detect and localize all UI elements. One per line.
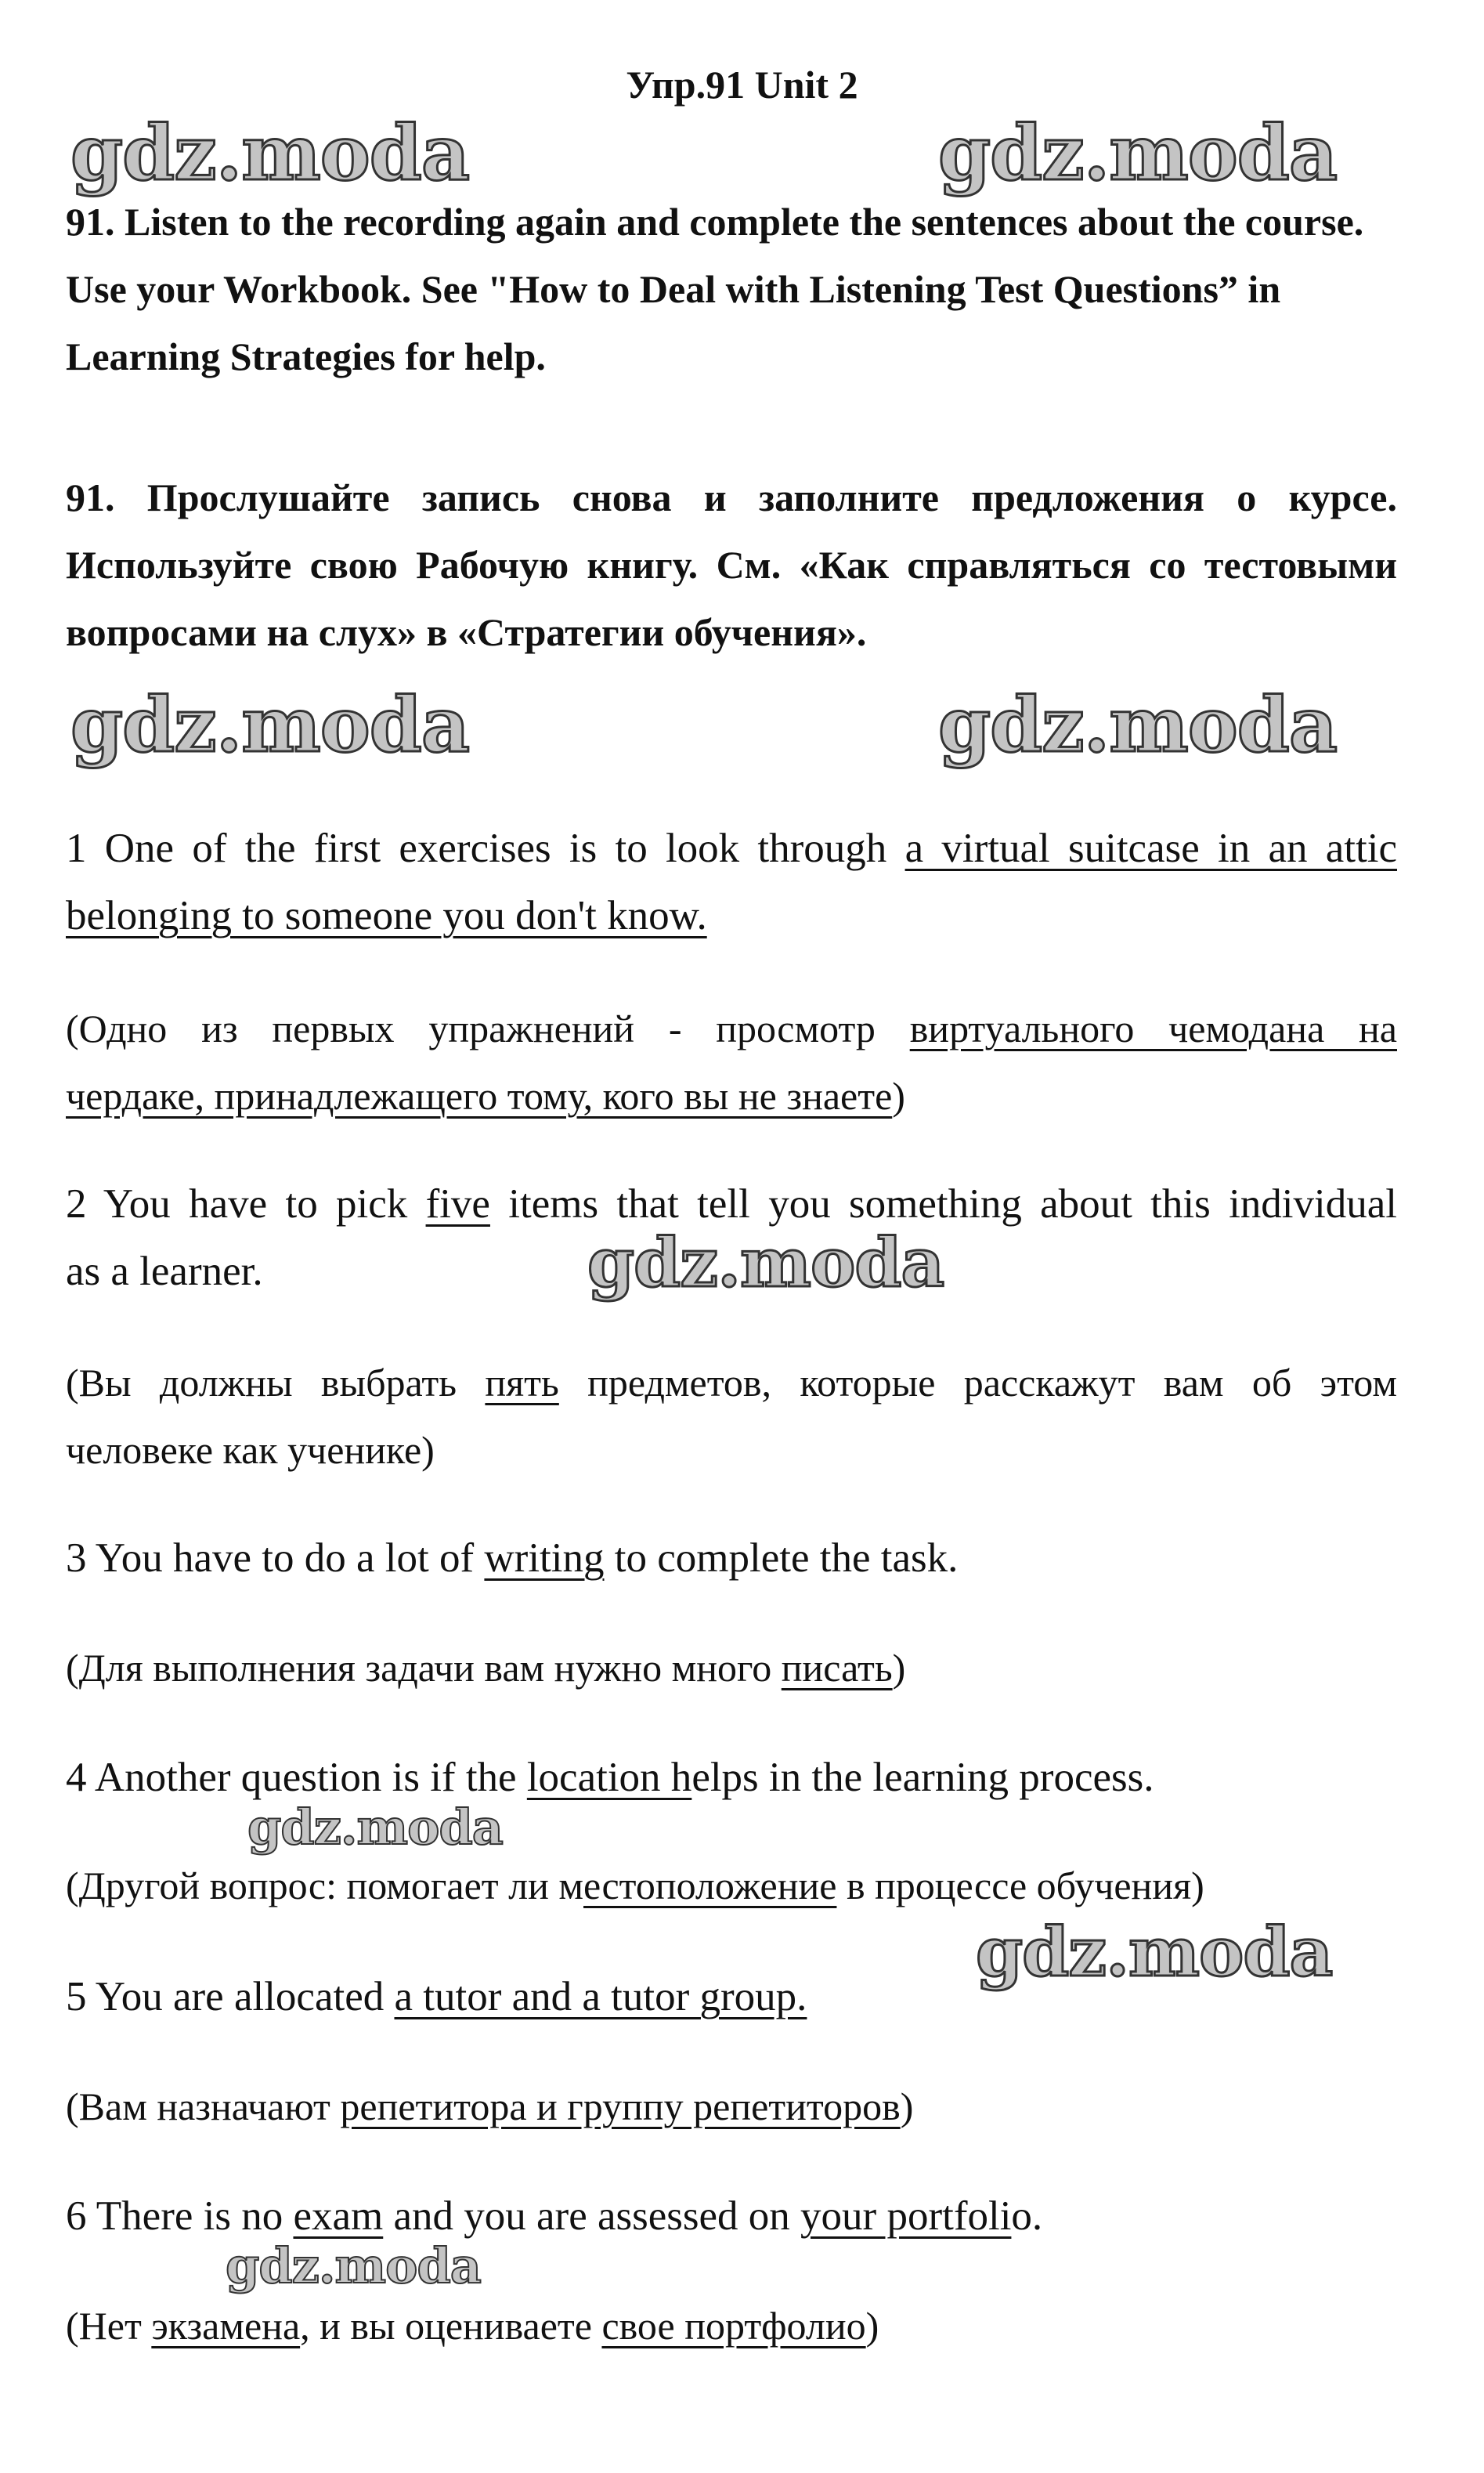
watermark: gdz.moda	[247, 1799, 503, 1856]
task-text-ru: 91. Прослушайте запись снова и заполните предложения о курсе. Используйте свою Рабочую книгу. См. «Как справляться со тестовыми вопросами на слух» в «Стратегии обучения».	[66, 475, 1397, 654]
watermark: gdz.moda	[976, 1913, 1333, 1992]
answer-1-ru-text: (Одно из первых упражнений - просмотр	[66, 1007, 910, 1050]
answer-6-en	[66, 2182, 1397, 2250]
watermark: gdz.moda	[226, 2237, 481, 2294]
answer-6-en-answer-2: your portfoli	[800, 2193, 1012, 2239]
answer-4-ru-text-end: в процессе обучения)	[836, 1864, 1204, 1907]
answer-6-en-text: 6 There is no	[66, 2193, 294, 2239]
answer-6-en-text-end: o.	[1011, 2193, 1043, 2239]
answer-1-ru-line2	[66, 1062, 1397, 1130]
page-title: Упр.91 Unit 2	[626, 63, 858, 107]
answer-1-ru-answer: виртуального чемодана на	[909, 1007, 1397, 1050]
answer-6-ru	[66, 2292, 1397, 2359]
answer-5-en-answer: a tutor and a tutor group.	[394, 1974, 807, 2019]
answer-3-ru-text: (Для выполнения задачи вам нужно много	[66, 1646, 782, 1690]
answer-6-ru-answer-2: свое портфолио	[601, 2304, 866, 2348]
answer-6-en-text-mid: and you are assessed on	[383, 2193, 801, 2239]
answer-4-en-text-end: elps in the learning process.	[691, 1755, 1154, 1800]
answer-3-en-answer: writing	[484, 1535, 605, 1581]
answer-6-ru-answer-1: экзамена	[151, 2304, 301, 2348]
answer-2-ru-line2: человеке как ученике)	[66, 1428, 435, 1472]
answer-1-en-answer: a virtual suitcase in an attic	[904, 826, 1397, 871]
answer-6-ru-text-mid: , и вы оцениваете	[300, 2304, 602, 2348]
watermark: gdz.moda	[587, 1224, 944, 1303]
answer-4-ru-answer: естоположение	[583, 1864, 837, 1907]
answer-3-en	[66, 1524, 1397, 1592]
answer-3-ru-answer: писать	[781, 1646, 893, 1690]
answer-6-ru-text-end: )	[865, 2304, 879, 2348]
answer-2-en-line2: as a learner.	[66, 1249, 263, 1294]
watermark: gdz.moda	[938, 109, 1338, 197]
answer-4-ru	[66, 1852, 1397, 1919]
answer-1-en-text: 1 One of the first exercises is to look through	[66, 826, 905, 871]
answer-2-ru-text-end: предметов, которые расскажут вам об этом	[558, 1361, 1397, 1405]
answer-4-ru-text: (Другой вопрос: помогает ли м	[66, 1864, 584, 1907]
answer-2-ru-answer: пять	[485, 1361, 559, 1405]
watermark: gdz.moda	[938, 681, 1338, 769]
answer-2-en-text: 2 You have to pick	[66, 1181, 426, 1227]
answer-1-ru-text-end: )	[892, 1074, 905, 1118]
answer-4-en-answer: location h	[526, 1755, 692, 1800]
answer-4-en-text: 4 Another question is if the	[66, 1755, 527, 1800]
answer-5-en	[66, 1963, 1397, 2030]
answer-1-en-line1	[66, 815, 1397, 882]
answer-3-ru-text-end: )	[892, 1646, 906, 1690]
answer-6-en-answer-1: exam	[293, 2193, 384, 2239]
answer-3-en-text-end: to complete the task.	[604, 1535, 959, 1581]
answer-6-ru-text: (Нет	[66, 2304, 152, 2348]
answer-5-ru-answer: репетитора и группу репетиторов	[340, 2084, 901, 2128]
answer-2-ru-line1	[66, 1349, 1397, 1416]
answer-5-en-text: 5 You are allocated	[66, 1974, 395, 2019]
answer-1-ru-answer-cont: чердаке, принадлежащего тому, кого вы не знаете	[66, 1074, 893, 1118]
answer-3-en-text: 3 You have to do a lot of	[66, 1535, 485, 1581]
answer-5-ru	[66, 2073, 1397, 2140]
watermark: gdz.moda	[70, 109, 470, 197]
answer-2-en-answer: five	[425, 1181, 490, 1227]
answer-5-ru-text-end: )	[900, 2084, 914, 2128]
answer-1-en-answer-cont: belonging to someone you don't know.	[66, 893, 707, 938]
answer-1-en-line2	[66, 882, 1397, 949]
answer-1-ru-line1	[66, 995, 1397, 1062]
task-text-en: 91. Listen to the recording again and complete the sentences about the course. Use your Workbook. See "How to Deal with Listening Test Questions” in Learning Strategies for help.	[66, 200, 1364, 378]
answer-2-ru-text: (Вы должны выбрать	[66, 1361, 486, 1405]
answer-5-ru-text: (Вам назначают	[66, 2084, 341, 2128]
answer-3-ru	[66, 1634, 1397, 1701]
answer-2-en-text-end: items that tell you something about this individual	[489, 1181, 1397, 1227]
answer-4-en	[66, 1744, 1397, 1811]
watermark: gdz.moda	[70, 681, 470, 769]
answer-2-en-line1	[66, 1170, 1397, 1238]
